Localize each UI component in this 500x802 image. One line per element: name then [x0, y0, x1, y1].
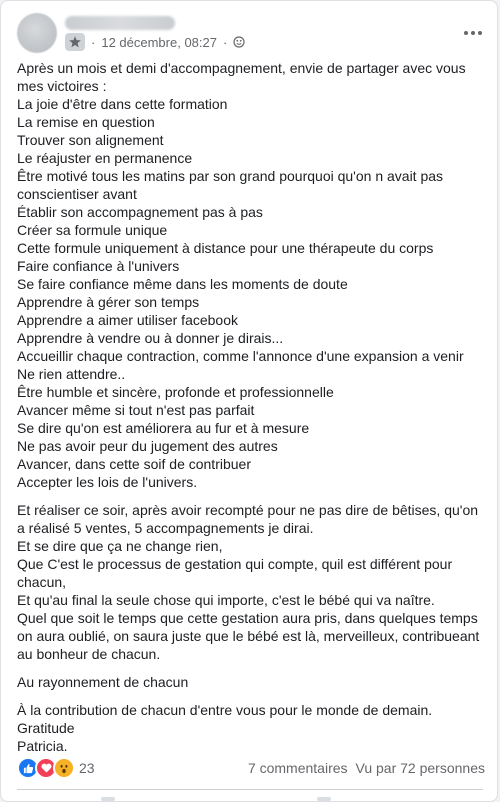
post-line: Apprendre a aimer utiliser facebook: [17, 312, 239, 328]
footer-divider: [17, 789, 483, 790]
post-line: Que C'est le processus de gestation qui compte, quil est différent pour chacun,: [17, 556, 453, 590]
post-line: Accepter les lois de l'univers.: [17, 474, 198, 490]
post-line: Patricia.: [17, 738, 68, 754]
post-line: Établir son accompagnement pas à pas: [17, 204, 263, 220]
post-date[interactable]: 12 décembre, 08:27: [101, 34, 217, 50]
share-action-button[interactable]: [317, 797, 331, 801]
post-stats: [248, 760, 485, 776]
post-line: Au rayonnement de chacun: [17, 674, 189, 690]
post-footer: [17, 757, 485, 779]
post-line: Et se dire que ça ne change rien,: [17, 538, 223, 554]
post-line: Apprendre à gérer son temps: [17, 294, 200, 310]
post-line: Et qu'au final la seule chose qui importe, c'est le bébé qui va naître.: [17, 592, 435, 608]
post-paragraph: [17, 59, 487, 491]
post-line: Apprendre à vendre ou à donner je dirais...: [17, 330, 284, 346]
group-badge-icon: [65, 33, 85, 51]
post-line: La joie d'être dans cette formation: [17, 96, 228, 112]
post-line: Faire confiance à l'univers: [17, 258, 180, 274]
post-line: Après un mois et demi d'accompagnement, envie de partager avec vous mes victoires :: [17, 60, 466, 94]
meta-separator: ·: [91, 34, 96, 50]
post-line: Se dire qu'on est améliorera au fur et à mesure: [17, 420, 310, 436]
comments-count-link[interactable]: 7 commentaires: [247, 760, 348, 776]
reaction-count: 23: [79, 760, 95, 776]
post-paragraph: [17, 673, 487, 691]
post-paragraph: [17, 701, 487, 755]
post-line: La remise en question: [17, 114, 155, 130]
reactions-summary[interactable]: [17, 757, 95, 779]
more-dot-icon: [464, 31, 468, 35]
more-options-button[interactable]: [459, 21, 487, 45]
views-count-link[interactable]: Vu par 72 personnes: [355, 760, 485, 776]
like-action-button[interactable]: [101, 797, 115, 801]
post-line: Ne rien attendre..: [17, 366, 126, 382]
post-line: Et réaliser ce soir, après avoir recompté pour ne pas dire de bêtises, qu'on a réalisé 5 ventes, 5 accompagnements je dirai.: [17, 502, 479, 536]
post-line: Trouver son alignement: [17, 132, 164, 148]
post-line: Ne pas avoir peur du jugement des autres: [17, 438, 278, 454]
author-avatar[interactable]: [17, 13, 57, 53]
post-line: Avancer, dans cette soif de contribuer: [17, 456, 251, 472]
post-line: Le réajuster en permanence: [17, 150, 193, 166]
post-paragraph: [17, 501, 487, 663]
more-dot-icon: [478, 31, 482, 35]
wow-icon: [53, 757, 75, 779]
post-line: Se faire confiance même dans les moments de doute: [17, 276, 348, 292]
meta-separator-2: ·: [222, 34, 228, 50]
post-line: À la contribution de chacun d'entre vous pour le monde de demain.: [17, 702, 433, 718]
post-line: Gratitude: [17, 720, 75, 736]
globe-icon[interactable]: [233, 36, 245, 48]
post-line: Avancer même si tout n'est pas parfait: [17, 402, 255, 418]
post-line: Quel que soit le temps que cette gestation aura pris, dans quelques temps on aura oublié, on saura juste que le bébé est là, merveilleux, contribueant au bonheur de chacun.: [17, 610, 480, 662]
post-line: Être motivé tous les matins par son grand pourquoi qu'on n avait pas conscientiser avant: [17, 168, 444, 202]
post-line: Cette formule uniquement à distance pour une thérapeute du corps: [17, 240, 434, 256]
more-dot-icon: [471, 31, 475, 35]
post-body: [17, 59, 487, 765]
post-line: Accueillir chaque contraction, comme l'annonce d'une expansion a venir: [17, 348, 464, 364]
post-header: [17, 13, 483, 53]
post-line: Créer sa formule unique: [17, 222, 168, 238]
author-name[interactable]: [65, 16, 175, 30]
post-line: Être humble et sincère, profonde et professionnelle: [17, 384, 334, 400]
post-meta: [65, 32, 245, 52]
